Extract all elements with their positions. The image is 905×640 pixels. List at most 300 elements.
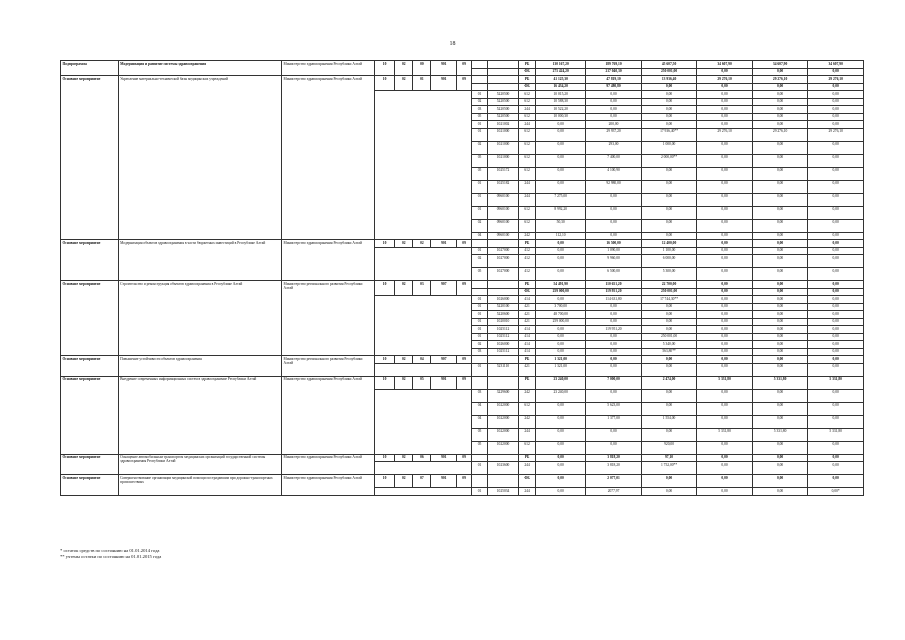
detail-cs: 1025112 [488, 348, 519, 356]
amount-cell: 0,00 [641, 326, 697, 334]
row-name: Модернизация и развитие системы здравоохранения [118, 61, 281, 76]
detail-vr: 244 [519, 180, 536, 193]
amount-cell: 0,00 [536, 348, 586, 356]
amount-cell: 23 240,00 [536, 389, 586, 402]
detail-pp: 01 [472, 303, 488, 311]
source-code: ФБ [519, 475, 536, 488]
amount-cell: 8 992,20 [536, 206, 586, 219]
amount-cell: 1 000,00 [641, 141, 697, 154]
detail-cs: 5220500 [488, 106, 519, 114]
amount-cell: 0,00 [752, 333, 808, 341]
amount-cell: 0,00 [808, 311, 864, 319]
detail-cs: 1025182 [488, 180, 519, 193]
amount-cell: 0,00 [641, 113, 697, 121]
amount-cell: 0,00 [808, 268, 864, 281]
row-org: Министерство здравоохранения Республики Алтай [282, 475, 375, 496]
amount-cell: 0,00 [752, 255, 808, 268]
amount-cell: 563,80** [641, 348, 697, 356]
amount-cell: 0,00 [808, 193, 864, 206]
amount-cell: 0,00 [697, 389, 753, 402]
amount-cell: 97 480,80 [586, 83, 642, 91]
amount-cell: 5 340,00 [641, 341, 697, 349]
amount-cell: 0,00 [641, 206, 697, 219]
amount-cell: 0,00 [808, 356, 864, 364]
source-code: РБ [519, 61, 536, 69]
amount-cell: 0,00 [641, 428, 697, 441]
amount-cell: 0,00 [697, 206, 753, 219]
amount-cell: 0,00 [752, 206, 808, 219]
row-org: Министерство регионального развития Республики Алтай [282, 356, 375, 377]
amount-cell: 0,00 [586, 219, 642, 232]
detail-pp: 01 [472, 247, 488, 255]
detail-vr: 412 [519, 255, 536, 268]
amount-cell: 48 700,00 [536, 311, 586, 319]
amount-cell: 2 474,00 [641, 376, 697, 389]
grbs-code: 10 [374, 281, 394, 296]
detail-vr: 244 [519, 488, 536, 496]
empty-cell [472, 83, 488, 91]
empty-cell [488, 356, 519, 364]
amount-cell: 0,00 [586, 318, 642, 326]
amount-cell: 17 936,40** [641, 128, 697, 141]
amount-cell: 0,00 [641, 83, 697, 91]
amount-cell: 9 960,00 [586, 255, 642, 268]
detail-vr: 414 [519, 348, 536, 356]
table-row [61, 240, 864, 248]
empty-cell [488, 475, 519, 488]
detail-pp: 01 [472, 296, 488, 304]
empty-cell [472, 454, 488, 462]
grbs-code: 10 [374, 61, 394, 76]
empty-cell [488, 68, 519, 76]
amount-cell: 0,00 [697, 121, 753, 129]
amount-cell: 0,00 [697, 193, 753, 206]
amount-cell: 0,00 [697, 363, 753, 376]
amount-cell: 0,00 [808, 68, 864, 76]
amount-cell: 0,00 [697, 318, 753, 326]
row-name: Строительство и реконструкция объектов здравоохранения в Республике Алтай [118, 281, 281, 356]
amount-cell: 0,00 [641, 106, 697, 114]
amount-cell: 0,00 [752, 219, 808, 232]
amount-cell: 0,00 [752, 341, 808, 349]
vr-code: 09 [457, 240, 472, 248]
detail-cs: 1026000 [488, 296, 519, 304]
amount-cell: 0,00 [697, 91, 753, 99]
amount-cell: 0,00 [752, 167, 808, 180]
pp-code: 901 [431, 76, 457, 91]
amount-cell: 920,00 [641, 441, 697, 454]
amount-cell: 0,00 [697, 98, 753, 106]
amount-cell: 0,00 [808, 281, 864, 289]
detail-vr: 242 [519, 389, 536, 402]
amount-cell: 0,00 [808, 475, 864, 488]
row-kind: Основное мероприятие [61, 376, 119, 454]
amount-cell: 0,00 [808, 121, 864, 129]
row-org: Министерство здравоохранения Республики Алтай [282, 454, 375, 475]
amount-cell: 34 607,90 [752, 61, 808, 69]
detail-pp: 02 [472, 219, 488, 232]
detail-cs: 1027000 [488, 247, 519, 255]
amount-cell: 10 015,20 [536, 91, 586, 99]
amount-cell: 250 001,00 [641, 333, 697, 341]
amount-cell: 0,00 [697, 68, 753, 76]
footnotes [60, 548, 161, 560]
empty-cell [472, 288, 488, 296]
empty-cell [488, 61, 519, 69]
amount-cell: 0,00 [752, 180, 808, 193]
amount-cell: 29 276,10 [808, 128, 864, 141]
detail-pp: 02 [472, 255, 488, 268]
amount-cell: 0,00 [752, 363, 808, 376]
amount-cell: 0,00 [752, 454, 808, 462]
amount-cell: 22 700,00 [641, 281, 697, 289]
amount-cell: 45 607,50 [641, 61, 697, 69]
amount-cell: 0,00 [586, 206, 642, 219]
detail-cs: 0960100 [488, 219, 519, 232]
empty-cell [472, 61, 488, 69]
detail-pp: 04 [472, 402, 488, 415]
source-code: РБ [519, 240, 536, 248]
amount-cell: 0,00 [641, 91, 697, 99]
amount-cell: 189 769,10 [586, 61, 642, 69]
empty-cell [472, 356, 488, 364]
amount-cell: 0,00 [808, 296, 864, 304]
amount-cell: 0,00 [808, 106, 864, 114]
grbs-code: 10 [374, 475, 394, 488]
amount-cell: 0,00 [697, 311, 753, 319]
amount-cell: 0,00 [697, 268, 753, 281]
amount-cell: 0,00 [586, 363, 642, 376]
detail-cs: 5220600 [488, 311, 519, 319]
detail-pp: 05 [472, 154, 488, 167]
amount-cell: 1 100,00 [641, 247, 697, 255]
amount-cell: 1 377,00 [586, 415, 642, 428]
amount-cell: 4 100,90 [586, 167, 642, 180]
amount-cell: 0,00 [752, 113, 808, 121]
empty-cell [374, 296, 471, 356]
amount-cell: 0,00 [536, 128, 586, 141]
source-code: ФБ [519, 83, 536, 91]
amount-cell: 3 818,20 [586, 462, 642, 475]
detail-pp: 01 [472, 128, 488, 141]
pp-code: 901 [431, 475, 457, 488]
detail-pp: 01 [472, 318, 488, 326]
amount-cell: 0,00 [697, 219, 753, 232]
amount-cell: 0,00 [536, 255, 586, 268]
detail-pp: 04 [472, 232, 488, 240]
detail-vr: 244 [519, 121, 536, 129]
rz-code: 02 [395, 376, 413, 389]
amount-cell: 0,00 [752, 415, 808, 428]
amount-cell: 0,00 [697, 154, 753, 167]
detail-cs: 0960100 [488, 232, 519, 240]
amount-cell: 0,00 [752, 488, 808, 496]
detail-vr: 242 [519, 232, 536, 240]
detail-pp: 02 [472, 141, 488, 154]
amount-cell: 0,00 [536, 475, 586, 488]
amount-cell: 0,00 [641, 193, 697, 206]
amount-cell: 0,00 [697, 326, 753, 334]
amount-cell: 29 276,10 [752, 76, 808, 84]
detail-cs: 5220100 [488, 303, 519, 311]
detail-pp: 03 [472, 389, 488, 402]
amount-cell: 0,00 [752, 83, 808, 91]
row-name: Оснащение автомобильным транспортом медицинских организаций государственной системы здравоохранения Республики Алтай [118, 454, 281, 475]
amount-cell: 0,00 [697, 113, 753, 121]
amount-cell: 0,00 [752, 475, 808, 488]
detail-cs: 1025034 [488, 488, 519, 496]
pr-code: 06 [413, 454, 431, 462]
amount-cell: 0,00 [808, 141, 864, 154]
source-code: РБ [519, 76, 536, 84]
amount-cell: 54 491,90 [536, 281, 586, 289]
amount-cell: 0,00 [697, 348, 753, 356]
table-row [61, 475, 864, 488]
grbs-code: 10 [374, 76, 394, 91]
amount-cell: 0,00 [641, 318, 697, 326]
amount-cell: 29 276,10 [808, 76, 864, 84]
amount-cell: 7 400,00 [586, 154, 642, 167]
detail-cs: 1027000 [488, 255, 519, 268]
amount-cell: 0,00 [808, 83, 864, 91]
amount-cell: 0,00 [586, 113, 642, 121]
amount-cell: 0,00 [752, 106, 808, 114]
vr-code: 09 [457, 356, 472, 364]
detail-vr: 421 [519, 318, 536, 326]
amount-cell: 0,00 [752, 288, 808, 296]
row-org: Министерство здравоохранения Республики Алтай [282, 376, 375, 454]
detail-pp: 01 [472, 91, 488, 99]
amount-cell: 0,00 [586, 341, 642, 349]
detail-pp: 02 [472, 98, 488, 106]
amount-cell: 200,00 [586, 121, 642, 129]
amount-cell: 0,00 [586, 356, 642, 364]
amount-cell: 0,00 [697, 441, 753, 454]
row-name: Повышение устойчивости объектов здравоохранения [118, 356, 281, 377]
pr-code: 05 [413, 376, 431, 389]
amount-cell: 0,00 [808, 326, 864, 334]
empty-cell [472, 475, 488, 488]
amount-cell: 0,00 [752, 441, 808, 454]
amount-cell: 0,00 [641, 402, 697, 415]
detail-cs: 1026000 [488, 341, 519, 349]
amount-cell: 0,00 [536, 488, 586, 496]
detail-pp: 01 [472, 488, 488, 496]
pr-code: 01 [413, 76, 431, 91]
amount-cell: 0,00 [586, 193, 642, 206]
detail-cs: 1022000 [488, 428, 519, 441]
amount-cell: 10 522,20 [536, 106, 586, 114]
source-code: РБ [519, 356, 536, 364]
amount-cell: 12 400,00 [641, 240, 697, 248]
detail-vr: 244 [519, 462, 536, 475]
amount-cell: 0,00 [697, 415, 753, 428]
amount-cell: 0,00 [808, 402, 864, 415]
empty-cell [472, 376, 488, 389]
detail-vr: 612 [519, 98, 536, 106]
row-kind: Основное мероприятие [61, 76, 119, 240]
amount-cell: 0,00 [697, 281, 753, 289]
amount-cell: 0,00 [752, 318, 808, 326]
detail-vr: 612 [519, 154, 536, 167]
amount-cell: 0,00 [808, 288, 864, 296]
amount-cell: 7 000,00 [586, 376, 642, 389]
amount-cell: 0,00 [752, 91, 808, 99]
detail-cs: 1021000 [488, 141, 519, 154]
detail-vr: 242 [519, 415, 536, 428]
detail-cs: 1020010 [488, 318, 519, 326]
row-org: Министерство здравоохранения Республики Алтай [282, 61, 375, 76]
amount-cell: 1 321,00 [536, 356, 586, 364]
grbs-code: 10 [374, 356, 394, 364]
pp-code: 901 [431, 61, 457, 76]
amount-cell: 3 818,20 [586, 454, 642, 462]
amount-cell: 0,00 [641, 180, 697, 193]
amount-cell: 0,00 [697, 402, 753, 415]
amount-cell: 0,00 [697, 83, 753, 91]
row-kind: Основное мероприятие [61, 454, 119, 475]
row-org: Министерство регионального развития Республики Алтай [282, 281, 375, 356]
amount-cell: 34 607,90 [697, 61, 753, 69]
amount-cell: 0,00 [752, 141, 808, 154]
detail-cs: 1025112 [488, 326, 519, 334]
amount-cell: 119 951,20 [586, 326, 642, 334]
amount-cell: 7 275,00 [536, 193, 586, 206]
detail-vr: 612 [519, 219, 536, 232]
empty-cell [472, 281, 488, 289]
amount-cell: 0,00 [641, 303, 697, 311]
detail-vr: 244 [519, 193, 536, 206]
page-number: 18 [449, 41, 456, 47]
detail-vr: 612 [519, 128, 536, 141]
amount-cell: 0,00 [641, 98, 697, 106]
amount-cell: 0,00 [697, 356, 753, 364]
amount-cell: 16 500,00 [586, 240, 642, 248]
detail-vr: 414 [519, 333, 536, 341]
amount-cell: 114 631,80 [586, 296, 642, 304]
amount-cell: 5 623,00 [586, 402, 642, 415]
budget-table [60, 60, 864, 496]
amount-cell: 0,00 [536, 462, 586, 475]
empty-cell [374, 247, 471, 281]
amount-cell: 0,00 [536, 167, 586, 180]
rz-code: 02 [395, 281, 413, 296]
amount-cell: 0,00 [536, 428, 586, 441]
amount-cell: 3 700,00 [536, 303, 586, 311]
amount-cell: 0,00 [536, 247, 586, 255]
amount-cell: 0,00 [752, 356, 808, 364]
vr-code: 09 [457, 475, 472, 488]
detail-pp: 01 [472, 193, 488, 206]
amount-cell: 97,10 [641, 454, 697, 462]
amount-cell: 0,00 [536, 402, 586, 415]
amount-cell: 0,00 [641, 219, 697, 232]
rz-code: 02 [395, 61, 413, 76]
detail-vr: 244 [519, 428, 536, 441]
amount-cell: 34 607,90 [808, 61, 864, 69]
amount-cell: 110 651,20 [586, 281, 642, 289]
amount-cell: 0,00 [536, 154, 586, 167]
amount-cell: 0,00 [536, 326, 586, 334]
pp-code: 907 [431, 281, 457, 296]
empty-cell [488, 83, 519, 91]
amount-cell: 0,00 [697, 141, 753, 154]
empty-cell [488, 454, 519, 462]
amount-cell: 0,00 [808, 341, 864, 349]
detail-pp: 01 [472, 326, 488, 334]
empty-cell [374, 462, 471, 475]
row-kind: Основное мероприятие [61, 240, 119, 281]
amount-cell: 0,00 [586, 91, 642, 99]
amount-cell: 0,00 [752, 296, 808, 304]
amount-cell: 0,00 [808, 363, 864, 376]
rz-code: 02 [395, 76, 413, 91]
amount-cell: 0,00 [808, 389, 864, 402]
amount-cell: 0,00 [641, 121, 697, 129]
amount-cell: 0,00 [808, 415, 864, 428]
table-row [61, 454, 864, 462]
amount-cell: 0,00 [697, 475, 753, 488]
detail-cs: 1022000 [488, 402, 519, 415]
amount-cell: 0,00 [641, 475, 697, 488]
amount-cell: 0,00 [697, 106, 753, 114]
detail-cs: 5220500 [488, 98, 519, 106]
row-name: Модернизация объектов здравоохранения в части бюджетных инвестиций в Республике Алтай [118, 240, 281, 281]
detail-pp: 05 [472, 428, 488, 441]
amount-cell: 0,00 [752, 268, 808, 281]
amount-cell: 0,00 [697, 288, 753, 296]
amount-cell: 0,00 [808, 333, 864, 341]
rz-code: 02 [395, 240, 413, 248]
amount-cell: 0,00 [697, 296, 753, 304]
amount-cell: 0,00 [808, 318, 864, 326]
grbs-code: 10 [374, 376, 394, 389]
source-code: ФБ [519, 68, 536, 76]
amount-cell: 0,00 [808, 247, 864, 255]
row-org: Министерство здравоохранения Республики Алтай [282, 76, 375, 240]
detail-vr: 421 [519, 311, 536, 319]
amount-cell: 0,00 [697, 462, 753, 475]
amount-cell: 0,00 [808, 219, 864, 232]
rz-code: 02 [395, 475, 413, 488]
amount-cell: 92 980,00 [586, 180, 642, 193]
source-code: РБ [519, 454, 536, 462]
amount-cell: 0,00 [641, 356, 697, 364]
empty-cell [488, 288, 519, 296]
row-kind: Основное мероприятие [61, 281, 119, 356]
amount-cell: 0,00 [752, 281, 808, 289]
empty-cell [488, 376, 519, 389]
amount-cell: 0,00 [752, 462, 808, 475]
detail-vr: 412 [519, 247, 536, 255]
detail-pp: 03 [472, 348, 488, 356]
amount-cell: 0,00 [752, 247, 808, 255]
amount-cell: 250 001,00 [641, 68, 697, 76]
amount-cell: 0,00 [752, 326, 808, 334]
detail-cs: 1025172 [488, 167, 519, 180]
amount-cell: 0,00 [808, 462, 864, 475]
amount-cell: 0,00 [536, 268, 586, 281]
amount-cell: 0,00 [808, 441, 864, 454]
amount-cell: 217 040,30 [586, 68, 642, 76]
source-code: РБ [519, 281, 536, 289]
row-kind: Подпрограмма [61, 61, 119, 76]
amount-cell: 0,00 [808, 113, 864, 121]
amount-cell: 0,00 [808, 167, 864, 180]
amount-cell: 5 331,80 [697, 428, 753, 441]
amount-cell: 6 000,00 [641, 255, 697, 268]
amount-cell: 112,10 [536, 232, 586, 240]
